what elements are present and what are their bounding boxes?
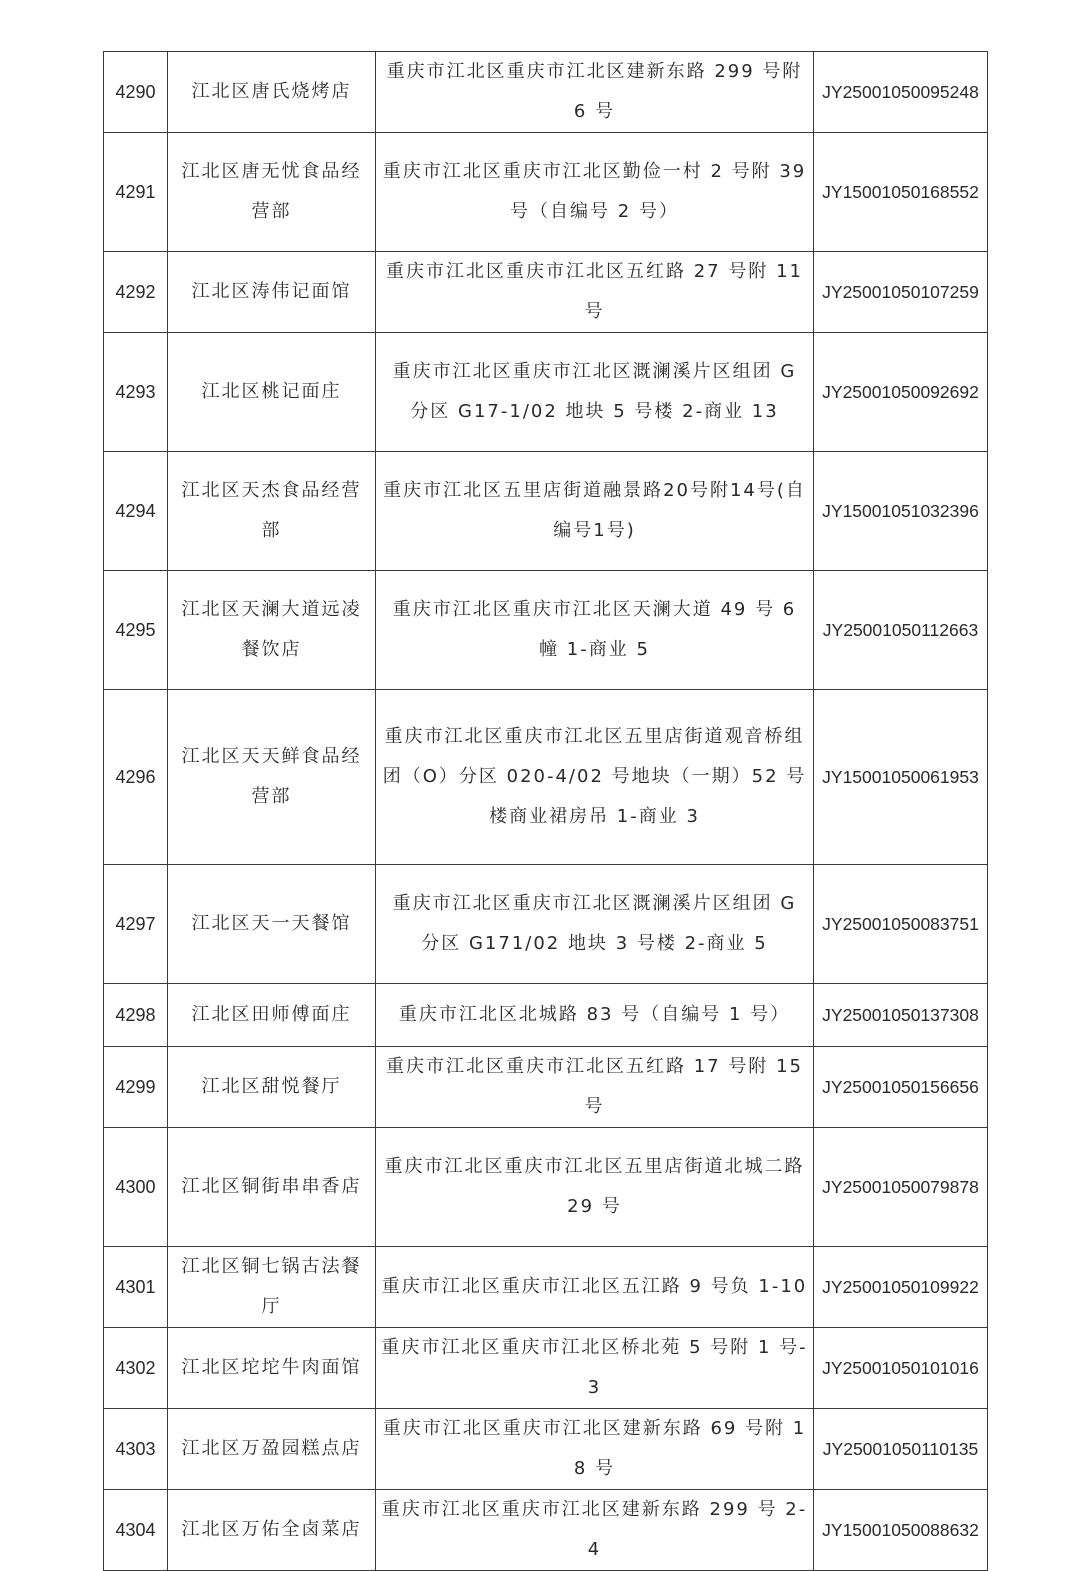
business-address: 重庆市江北区重庆市江北区建新东路 299 号 2-4 — [376, 1490, 814, 1571]
business-address: 重庆市江北区重庆市江北区溉澜溪片区组团 G 分区 G171/02 地块 3 号楼 2-商业 5 — [376, 865, 814, 984]
table-row — [104, 252, 988, 333]
license-number: JY25001050110135 — [814, 1409, 988, 1490]
business-address: 重庆市江北区重庆市江北区五江路 9 号负 1-10 — [376, 1247, 814, 1328]
business-address: 重庆市江北区重庆市江北区五里店街道北城二路 29 号 — [376, 1128, 814, 1247]
business-address: 重庆市江北区重庆市江北区溉澜溪片区组团 G 分区 G17-1/02 地块 5 号楼 2-商业 13 — [376, 333, 814, 452]
license-number: JY15001051032396 — [814, 452, 988, 571]
business-name: 江北区唐无忧食品经营部 — [168, 133, 376, 252]
row-number: 4300 — [104, 1128, 168, 1247]
business-name: 江北区田师傅面庄 — [168, 984, 376, 1047]
table-row — [104, 865, 988, 984]
license-number: JY25001050137308 — [814, 984, 988, 1047]
business-address: 重庆市江北区重庆市江北区天澜大道 49 号 6 幢 1-商业 5 — [376, 571, 814, 690]
business-name: 江北区天澜大道远凌餐饮店 — [168, 571, 376, 690]
row-number: 4299 — [104, 1047, 168, 1128]
business-address: 重庆市江北区重庆市江北区桥北苑 5 号附 1 号-3 — [376, 1328, 814, 1409]
license-number: JY25001050083751 — [814, 865, 988, 984]
business-name: 江北区天天鲜食品经营部 — [168, 690, 376, 865]
business-address: 重庆市江北区重庆市江北区建新东路 69 号附 18 号 — [376, 1409, 814, 1490]
table-row — [104, 1128, 988, 1247]
row-number: 4296 — [104, 690, 168, 865]
row-number: 4297 — [104, 865, 168, 984]
row-number: 4302 — [104, 1328, 168, 1409]
business-address: 重庆市江北区重庆市江北区勤俭一村 2 号附 39 号（自编号 2 号） — [376, 133, 814, 252]
business-name: 江北区天杰食品经营部 — [168, 452, 376, 571]
table-row — [104, 1247, 988, 1328]
row-number: 4304 — [104, 1490, 168, 1571]
license-number: JY15001050088632 — [814, 1490, 988, 1571]
table-row — [104, 571, 988, 690]
table-row — [104, 52, 988, 133]
business-address: 重庆市江北区重庆市江北区五红路 17 号附 15 号 — [376, 1047, 814, 1128]
table-row — [104, 452, 988, 571]
license-number: JY25001050079878 — [814, 1128, 988, 1247]
row-number: 4293 — [104, 333, 168, 452]
row-number: 4303 — [104, 1409, 168, 1490]
business-address: 重庆市江北区五里店街道融景路20号附14号(自编号1号) — [376, 452, 814, 571]
row-number: 4290 — [104, 52, 168, 133]
table-row — [104, 1490, 988, 1571]
table-row — [104, 690, 988, 865]
license-number: JY25001050092692 — [814, 333, 988, 452]
row-number: 4294 — [104, 452, 168, 571]
license-number: JY15001050168552 — [814, 133, 988, 252]
license-number: JY25001050095248 — [814, 52, 988, 133]
row-number: 4298 — [104, 984, 168, 1047]
row-number: 4291 — [104, 133, 168, 252]
table-row — [104, 333, 988, 452]
business-name: 江北区桃记面庄 — [168, 333, 376, 452]
business-name: 江北区万盈园糕点店 — [168, 1409, 376, 1490]
business-name: 江北区铜七锅古法餐厅 — [168, 1247, 376, 1328]
business-name: 江北区天一天餐馆 — [168, 865, 376, 984]
table-row — [104, 133, 988, 252]
business-address: 重庆市江北区重庆市江北区建新东路 299 号附 6 号 — [376, 52, 814, 133]
license-number: JY25001050109922 — [814, 1247, 988, 1328]
business-name: 江北区铜街串串香店 — [168, 1128, 376, 1247]
business-name: 江北区万佑全卤菜店 — [168, 1490, 376, 1571]
business-name: 江北区甜悦餐厅 — [168, 1047, 376, 1128]
license-number: JY25001050156656 — [814, 1047, 988, 1128]
row-number: 4295 — [104, 571, 168, 690]
license-number: JY25001050101016 — [814, 1328, 988, 1409]
business-address: 重庆市江北区重庆市江北区五里店街道观音桥组团（O）分区 020-4/02 号地块（一期）52 号楼商业裙房吊 1-商业 3 — [376, 690, 814, 865]
business-address: 重庆市江北区重庆市江北区五红路 27 号附 11 号 — [376, 252, 814, 333]
business-name: 江北区涛伟记面馆 — [168, 252, 376, 333]
license-number: JY25001050112663 — [814, 571, 988, 690]
row-number: 4301 — [104, 1247, 168, 1328]
business-name: 江北区唐氏烧烤店 — [168, 52, 376, 133]
table-row — [104, 1047, 988, 1128]
table-row — [104, 984, 988, 1047]
license-table — [103, 51, 988, 1571]
row-number: 4292 — [104, 252, 168, 333]
business-address: 重庆市江北区北城路 83 号（自编号 1 号） — [376, 984, 814, 1047]
license-number: JY15001050061953 — [814, 690, 988, 865]
table-row — [104, 1409, 988, 1490]
business-name: 江北区坨坨牛肉面馆 — [168, 1328, 376, 1409]
table-row — [104, 1328, 988, 1409]
license-number: JY25001050107259 — [814, 252, 988, 333]
